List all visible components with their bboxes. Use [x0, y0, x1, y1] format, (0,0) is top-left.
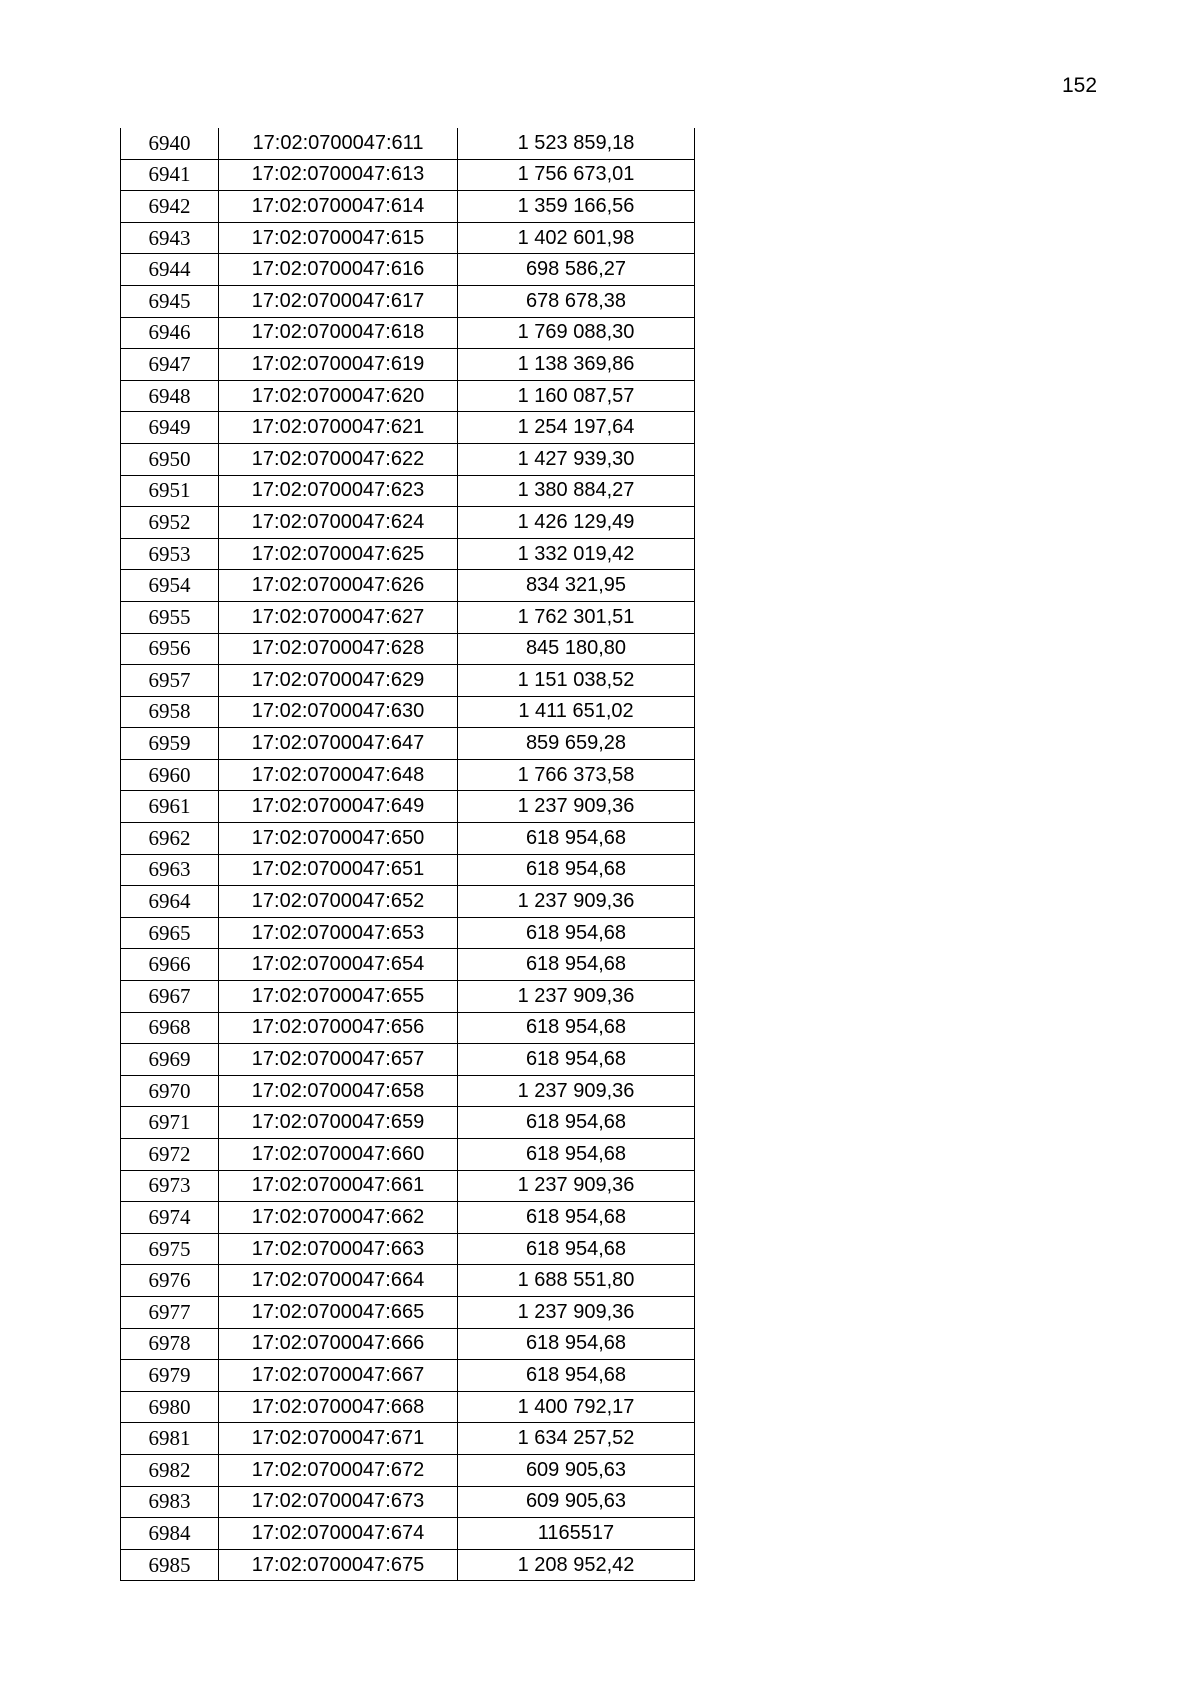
table-row [121, 728, 695, 760]
cadastral-value-cell: 1 237 909,36 [458, 981, 695, 1013]
row-number-cell: 6982 [121, 1454, 219, 1486]
row-number-cell: 6983 [121, 1486, 219, 1518]
cadastral-number-cell: 17:02:0700047:650 [219, 823, 458, 855]
row-number-cell: 6942 [121, 191, 219, 223]
cadastral-value-cell: 618 954,68 [458, 917, 695, 949]
row-number-cell: 6970 [121, 1075, 219, 1107]
table-row [121, 1233, 695, 1265]
cadastral-value-cell: 1 634 257,52 [458, 1423, 695, 1455]
table-row [121, 1328, 695, 1360]
cadastral-number-cell: 17:02:0700047:618 [219, 317, 458, 349]
row-number-cell: 6954 [121, 570, 219, 602]
cadastral-number-cell: 17:02:0700047:663 [219, 1233, 458, 1265]
row-number-cell: 6978 [121, 1328, 219, 1360]
row-number-cell: 6972 [121, 1139, 219, 1171]
cadastral-value-cell: 1 688 551,80 [458, 1265, 695, 1297]
row-number-cell: 6980 [121, 1391, 219, 1423]
cadastral-number-cell: 17:02:0700047:649 [219, 791, 458, 823]
cadastral-value-cell: 1 523 859,18 [458, 128, 695, 159]
cadastral-number-cell: 17:02:0700047:622 [219, 443, 458, 475]
cadastral-number-cell: 17:02:0700047:613 [219, 159, 458, 191]
row-number-cell: 6952 [121, 507, 219, 539]
cadastral-value-cell: 1 237 909,36 [458, 886, 695, 918]
cadastral-number-cell: 17:02:0700047:629 [219, 665, 458, 697]
table-row [121, 380, 695, 412]
table-row [121, 886, 695, 918]
row-number-cell: 6945 [121, 285, 219, 317]
table-row [121, 570, 695, 602]
cadastral-value-cell: 618 954,68 [458, 854, 695, 886]
cadastral-number-cell: 17:02:0700047:674 [219, 1518, 458, 1550]
cadastral-number-cell: 17:02:0700047:661 [219, 1170, 458, 1202]
cadastral-number-cell: 17:02:0700047:664 [219, 1265, 458, 1297]
table-row [121, 222, 695, 254]
row-number-cell: 6940 [121, 128, 219, 159]
table-row [121, 443, 695, 475]
table-row [121, 696, 695, 728]
table-row [121, 159, 695, 191]
table-row [121, 1486, 695, 1518]
cadastral-number-cell: 17:02:0700047:665 [219, 1296, 458, 1328]
page-number: 152 [1062, 74, 1098, 97]
cadastral-number-cell: 17:02:0700047:675 [219, 1549, 458, 1581]
cadastral-number-cell: 17:02:0700047:628 [219, 633, 458, 665]
table-row [121, 1454, 695, 1486]
row-number-cell: 6957 [121, 665, 219, 697]
row-number-cell: 6944 [121, 254, 219, 286]
table-row [121, 1012, 695, 1044]
row-number-cell: 6951 [121, 475, 219, 507]
cadastral-number-cell: 17:02:0700047:653 [219, 917, 458, 949]
table-row [121, 1139, 695, 1171]
cadastral-value-cell: 1 237 909,36 [458, 1170, 695, 1202]
row-number-cell: 6961 [121, 791, 219, 823]
table-row [121, 633, 695, 665]
row-number-cell: 6962 [121, 823, 219, 855]
cadastral-number-cell: 17:02:0700047:671 [219, 1423, 458, 1455]
row-number-cell: 6941 [121, 159, 219, 191]
cadastral-number-cell: 17:02:0700047:652 [219, 886, 458, 918]
cadastral-value-cell: 618 954,68 [458, 1328, 695, 1360]
cadastral-value-cell: 618 954,68 [458, 1139, 695, 1171]
row-number-cell: 6981 [121, 1423, 219, 1455]
table-row [121, 759, 695, 791]
table-row [121, 1107, 695, 1139]
table-row [121, 917, 695, 949]
cadastral-value-cell: 1 332 019,42 [458, 538, 695, 570]
cadastral-value-cell: 1 756 673,01 [458, 159, 695, 191]
row-number-cell: 6960 [121, 759, 219, 791]
table-row [121, 191, 695, 223]
cadastral-number-cell: 17:02:0700047:659 [219, 1107, 458, 1139]
cadastral-value-cell: 1 254 197,64 [458, 412, 695, 444]
table-row [121, 949, 695, 981]
row-number-cell: 6965 [121, 917, 219, 949]
row-number-cell: 6974 [121, 1202, 219, 1234]
cadastral-value-cell: 1 402 601,98 [458, 222, 695, 254]
cadastral-value-cell: 618 954,68 [458, 1044, 695, 1076]
table-row [121, 128, 695, 159]
table-row [121, 475, 695, 507]
cadastral-number-cell: 17:02:0700047:657 [219, 1044, 458, 1076]
table-row [121, 1265, 695, 1297]
row-number-cell: 6969 [121, 1044, 219, 1076]
cadastral-number-cell: 17:02:0700047:658 [219, 1075, 458, 1107]
table-row [121, 1518, 695, 1550]
row-number-cell: 6947 [121, 349, 219, 381]
row-number-cell: 6958 [121, 696, 219, 728]
row-number-cell: 6963 [121, 854, 219, 886]
row-number-cell: 6948 [121, 380, 219, 412]
row-number-cell: 6971 [121, 1107, 219, 1139]
cadastral-value-cell: 859 659,28 [458, 728, 695, 760]
table-row [121, 285, 695, 317]
cadastral-number-cell: 17:02:0700047:666 [219, 1328, 458, 1360]
cadastral-value-cell: 1 400 792,17 [458, 1391, 695, 1423]
cadastral-value-cell: 1 237 909,36 [458, 1296, 695, 1328]
table-body [121, 128, 695, 1581]
table-row [121, 317, 695, 349]
cadastral-value-cell: 618 954,68 [458, 1107, 695, 1139]
cadastral-number-cell: 17:02:0700047:617 [219, 285, 458, 317]
row-number-cell: 6966 [121, 949, 219, 981]
cadastral-number-cell: 17:02:0700047:647 [219, 728, 458, 760]
cadastral-value-cell: 1 762 301,51 [458, 601, 695, 633]
cadastral-value-cell: 618 954,68 [458, 1202, 695, 1234]
table-row [121, 854, 695, 886]
row-number-cell: 6977 [121, 1296, 219, 1328]
row-number-cell: 6943 [121, 222, 219, 254]
cadastral-value-cell: 609 905,63 [458, 1486, 695, 1518]
table-row [121, 538, 695, 570]
row-number-cell: 6964 [121, 886, 219, 918]
cadastral-number-cell: 17:02:0700047:656 [219, 1012, 458, 1044]
cadastral-number-cell: 17:02:0700047:667 [219, 1360, 458, 1392]
cadastral-number-cell: 17:02:0700047:619 [219, 349, 458, 381]
cadastral-number-cell: 17:02:0700047:648 [219, 759, 458, 791]
row-number-cell: 6984 [121, 1518, 219, 1550]
table-row [121, 981, 695, 1013]
cadastral-number-cell: 17:02:0700047:626 [219, 570, 458, 602]
row-number-cell: 6975 [121, 1233, 219, 1265]
cadastral-value-cell: 1 359 166,56 [458, 191, 695, 223]
row-number-cell: 6949 [121, 412, 219, 444]
cadastral-number-cell: 17:02:0700047:654 [219, 949, 458, 981]
cadastral-value-cell: 609 905,63 [458, 1454, 695, 1486]
row-number-cell: 6968 [121, 1012, 219, 1044]
cadastral-number-cell: 17:02:0700047:668 [219, 1391, 458, 1423]
cadastral-value-cell: 618 954,68 [458, 823, 695, 855]
cadastral-number-cell: 17:02:0700047:627 [219, 601, 458, 633]
row-number-cell: 6976 [121, 1265, 219, 1297]
cadastral-number-cell: 17:02:0700047:662 [219, 1202, 458, 1234]
table-row [121, 1423, 695, 1455]
table-row [121, 1549, 695, 1581]
table-row [121, 1202, 695, 1234]
cadastral-number-cell: 17:02:0700047:673 [219, 1486, 458, 1518]
cadastral-value-cell: 845 180,80 [458, 633, 695, 665]
cadastral-number-cell: 17:02:0700047:623 [219, 475, 458, 507]
row-number-cell: 6955 [121, 601, 219, 633]
table-row [121, 412, 695, 444]
cadastral-value-cell: 1 426 129,49 [458, 507, 695, 539]
row-number-cell: 6967 [121, 981, 219, 1013]
table-row [121, 507, 695, 539]
cadastral-number-cell: 17:02:0700047:672 [219, 1454, 458, 1486]
row-number-cell: 6946 [121, 317, 219, 349]
table-row [121, 1391, 695, 1423]
table-row [121, 823, 695, 855]
row-number-cell: 6959 [121, 728, 219, 760]
cadastral-value-cell: 698 586,27 [458, 254, 695, 286]
table-row [121, 791, 695, 823]
cadastral-value-cell: 1 411 651,02 [458, 696, 695, 728]
cadastral-number-cell: 17:02:0700047:616 [219, 254, 458, 286]
table-row [121, 665, 695, 697]
cadastral-value-cell: 1 151 038,52 [458, 665, 695, 697]
cadastral-number-cell: 17:02:0700047:625 [219, 538, 458, 570]
table-row [121, 254, 695, 286]
cadastral-value-cell: 618 954,68 [458, 1012, 695, 1044]
row-number-cell: 6953 [121, 538, 219, 570]
cadastral-value-cell: 1 237 909,36 [458, 1075, 695, 1107]
cadastral-number-cell: 17:02:0700047:660 [219, 1139, 458, 1171]
cadastral-number-cell: 17:02:0700047:655 [219, 981, 458, 1013]
cadastral-value-cell: 1 160 087,57 [458, 380, 695, 412]
cadastral-value-cell: 1 208 952,42 [458, 1549, 695, 1581]
table-row [121, 1296, 695, 1328]
cadastral-value-cell: 618 954,68 [458, 1360, 695, 1392]
row-number-cell: 6956 [121, 633, 219, 665]
table-row [121, 1044, 695, 1076]
table-row [121, 1170, 695, 1202]
cadastral-number-cell: 17:02:0700047:621 [219, 412, 458, 444]
cadastral-value-cell: 1 138 369,86 [458, 349, 695, 381]
cadastral-value-cell: 1 380 884,27 [458, 475, 695, 507]
table-row [121, 349, 695, 381]
table-row [121, 1075, 695, 1107]
cadastral-value-table [120, 128, 695, 1581]
table-row [121, 1360, 695, 1392]
cadastral-value-cell: 1 427 939,30 [458, 443, 695, 475]
cadastral-value-cell: 1 769 088,30 [458, 317, 695, 349]
cadastral-value-cell: 618 954,68 [458, 1233, 695, 1265]
row-number-cell: 6973 [121, 1170, 219, 1202]
cadastral-number-cell: 17:02:0700047:630 [219, 696, 458, 728]
cadastral-number-cell: 17:02:0700047:611 [219, 128, 458, 159]
row-number-cell: 6950 [121, 443, 219, 475]
cadastral-value-cell: 1 237 909,36 [458, 791, 695, 823]
cadastral-value-cell: 1 766 373,58 [458, 759, 695, 791]
cadastral-value-cell: 618 954,68 [458, 949, 695, 981]
cadastral-number-cell: 17:02:0700047:620 [219, 380, 458, 412]
row-number-cell: 6979 [121, 1360, 219, 1392]
table-row [121, 601, 695, 633]
cadastral-value-cell: 678 678,38 [458, 285, 695, 317]
cadastral-value-cell: 834 321,95 [458, 570, 695, 602]
cadastral-number-cell: 17:02:0700047:651 [219, 854, 458, 886]
row-number-cell: 6985 [121, 1549, 219, 1581]
cadastral-number-cell: 17:02:0700047:614 [219, 191, 458, 223]
cadastral-number-cell: 17:02:0700047:615 [219, 222, 458, 254]
cadastral-value-cell: 1165517 [458, 1518, 695, 1550]
cadastral-number-cell: 17:02:0700047:624 [219, 507, 458, 539]
